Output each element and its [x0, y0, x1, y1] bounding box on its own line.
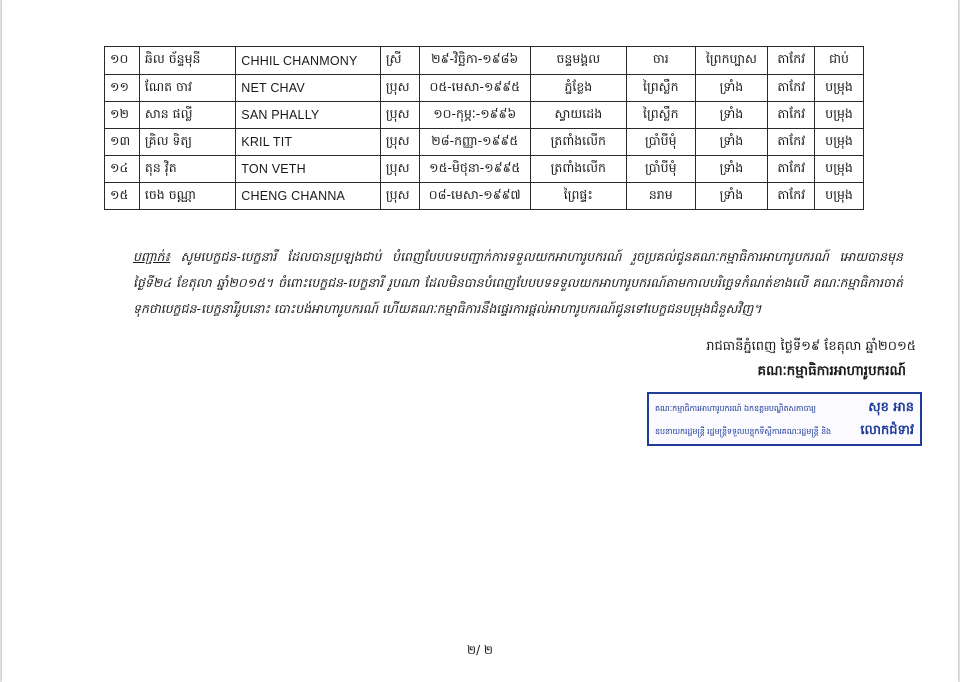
- cell-sex: ប្រុស: [380, 156, 419, 183]
- cell-date-of-birth: ២៨-កញ្ញា-១៩៩៥: [419, 129, 530, 156]
- stamp-name-1: សុខ អាន: [868, 400, 914, 415]
- cell-latin-name: KRIL TIT: [236, 129, 381, 156]
- notice-lead: បញ្ជាក់៖: [133, 249, 170, 264]
- stamp-row-2: [655, 420, 914, 443]
- notice-text: សូមបេក្ខជន-បេក្ខនារី ដែលបានប្រឡងជាប់ បំពេញបែបបទបញ្ជាក់ការទទួលយកអាហារូបករណ៍ រួចប្រគល់ជូនគណៈកម្មាធិការអាហារូបករណ៍ អោយបានមុនថ្ងៃទី២៤ ខែតុលា ឆ្នាំ២០១៥។ ចំពោះបេក្ខជន-បេក្ខនារី រូបណា ដែលមិនបានបំពេញបែបបទទទួលយកអាហារូបករណ៍តាមកាលបរិច្ឆេទកំណត់ខាងលើ គណៈកម្មាធិការចាត់ទុកថាបេក្ខជន-បេក្ខនារីរូបនោះ បោះបង់អាហារូបករណ៍ ហើយគណៈកម្មាធិការនឹងផ្ទេរការផ្តល់អាហារូបករណ៍ជូនទៅបេក្ខជនបម្រុងជំនួសវិញ។: [133, 249, 903, 316]
- cell-birthplace: ត្រពាំងលើក: [530, 156, 626, 183]
- stamp-line-2: ឧបនាយករដ្ឋមន្ត្រី រដ្ឋមន្ត្រីទទួលបន្ទុកទីស្តីការគណៈរដ្ឋមន្ត្រី និង: [655, 426, 832, 436]
- cell-degree-province: តាកែវ: [768, 75, 815, 102]
- committee-title: គណៈកម្មាធិការអាហារូបករណ៍: [757, 363, 906, 379]
- cell-degree-province: តាកែវ: [768, 102, 815, 129]
- cell-district: ព្រៃស្លឹក: [627, 75, 696, 102]
- cell-sex: ប្រុស: [380, 75, 419, 102]
- table-row: [105, 47, 864, 75]
- cell-latin-name: NET CHAV: [236, 75, 381, 102]
- cell-sex: ស្រី: [380, 47, 419, 75]
- cell-khmer-name: គ្រិល ទិត្យ: [139, 129, 235, 156]
- table-row: [105, 156, 864, 183]
- official-stamp: [647, 392, 922, 446]
- cell-district: ព្រៃស្លឹក: [627, 102, 696, 129]
- cell-latin-name: CHENG CHANNA: [236, 183, 381, 210]
- candidate-table-body: [105, 47, 864, 210]
- candidate-table: [104, 46, 864, 210]
- cell-khmer-name: ណែត ចាវ: [139, 75, 235, 102]
- cell-latin-name: TON VETH: [236, 156, 381, 183]
- cell-result: បម្រុង: [815, 75, 864, 102]
- cell-number: ១៥: [105, 183, 140, 210]
- cell-number: ១០: [105, 47, 140, 75]
- cell-degree-province: តាកែវ: [768, 156, 815, 183]
- cell-sex: ប្រុស: [380, 102, 419, 129]
- cell-sex: ប្រុស: [380, 129, 419, 156]
- cell-degree-province: តាកែវ: [768, 129, 815, 156]
- cell-district: ប្រាំបីមុំ: [627, 156, 696, 183]
- table-row: [105, 75, 864, 102]
- cell-birthplace: ភ្នំខ្លែង: [530, 75, 626, 102]
- cell-khmer-name: សាន ផល្លី: [139, 102, 235, 129]
- place-and-date: រាជធានីភ្នំពេញ ថ្ងៃទី១៩ ខែតុលា ឆ្នាំ២០១៥: [706, 339, 916, 354]
- cell-khmer-name: តុន វ៉ិត: [139, 156, 235, 183]
- cell-province: ទ្រាំង: [695, 156, 768, 183]
- cell-birthplace: ត្រពាំងលើក: [530, 129, 626, 156]
- cell-province: ទ្រាំង: [695, 129, 768, 156]
- cell-district: នរាម: [627, 183, 696, 210]
- cell-province: ព្រៃកប្បាស: [695, 47, 768, 75]
- table-row: [105, 129, 864, 156]
- cell-province: ទ្រាំង: [695, 75, 768, 102]
- cell-province: ទ្រាំង: [695, 102, 768, 129]
- cell-degree-province: តាកែវ: [768, 47, 815, 75]
- cell-khmer-name: ឆិល ច័ន្ទមុនី: [139, 47, 235, 75]
- notice-paragraph: [133, 244, 903, 322]
- cell-district: ប្រាំបីមុំ: [627, 129, 696, 156]
- stamp-line-1: គណៈកម្មាធិការអាហារូបករណ៍ ឯកឧត្តមបណ្ឌិតសភាចារ្យ: [655, 403, 816, 413]
- stamp-row-1: [655, 397, 914, 420]
- cell-birthplace: ចន្ទមង្គល: [530, 47, 626, 75]
- table-row: [105, 102, 864, 129]
- cell-number: ១១: [105, 75, 140, 102]
- cell-khmer-name: ចេង ចណ្ណា: [139, 183, 235, 210]
- cell-latin-name: CHHIL CHANMONY: [236, 47, 381, 75]
- cell-result: បម្រុង: [815, 102, 864, 129]
- table-row: [105, 183, 864, 210]
- cell-date-of-birth: ០៥-មេសា-១៩៩៥: [419, 75, 530, 102]
- cell-date-of-birth: ២៩-វិច្ឆិកា-១៩៨៦: [419, 47, 530, 75]
- cell-number: ១៣: [105, 129, 140, 156]
- cell-number: ១៤: [105, 156, 140, 183]
- cell-birthplace: ស្វាយដេង: [530, 102, 626, 129]
- cell-result: បម្រុង: [815, 183, 864, 210]
- cell-result: បម្រុង: [815, 156, 864, 183]
- document-page: [2, 0, 958, 682]
- cell-degree-province: តាកែវ: [768, 183, 815, 210]
- cell-province: ទ្រាំង: [695, 183, 768, 210]
- cell-sex: ប្រុស: [380, 183, 419, 210]
- page-number: ២/ ២: [466, 643, 494, 657]
- cell-birthplace: ព្រៃផ្ទះ: [530, 183, 626, 210]
- cell-latin-name: SAN PHALLY: [236, 102, 381, 129]
- cell-district: ចារ: [627, 47, 696, 75]
- cell-date-of-birth: ១៥-មិថុនា-១៩៩៥: [419, 156, 530, 183]
- cell-date-of-birth: ១០-កុម្ភៈ-១៩៩៦: [419, 102, 530, 129]
- cell-date-of-birth: ០៨-មេសា-១៩៩៧: [419, 183, 530, 210]
- cell-result: ជាប់: [815, 47, 864, 75]
- cell-number: ១២: [105, 102, 140, 129]
- stamp-name-2: លោកជំទាវ: [860, 423, 914, 438]
- cell-result: បម្រុង: [815, 129, 864, 156]
